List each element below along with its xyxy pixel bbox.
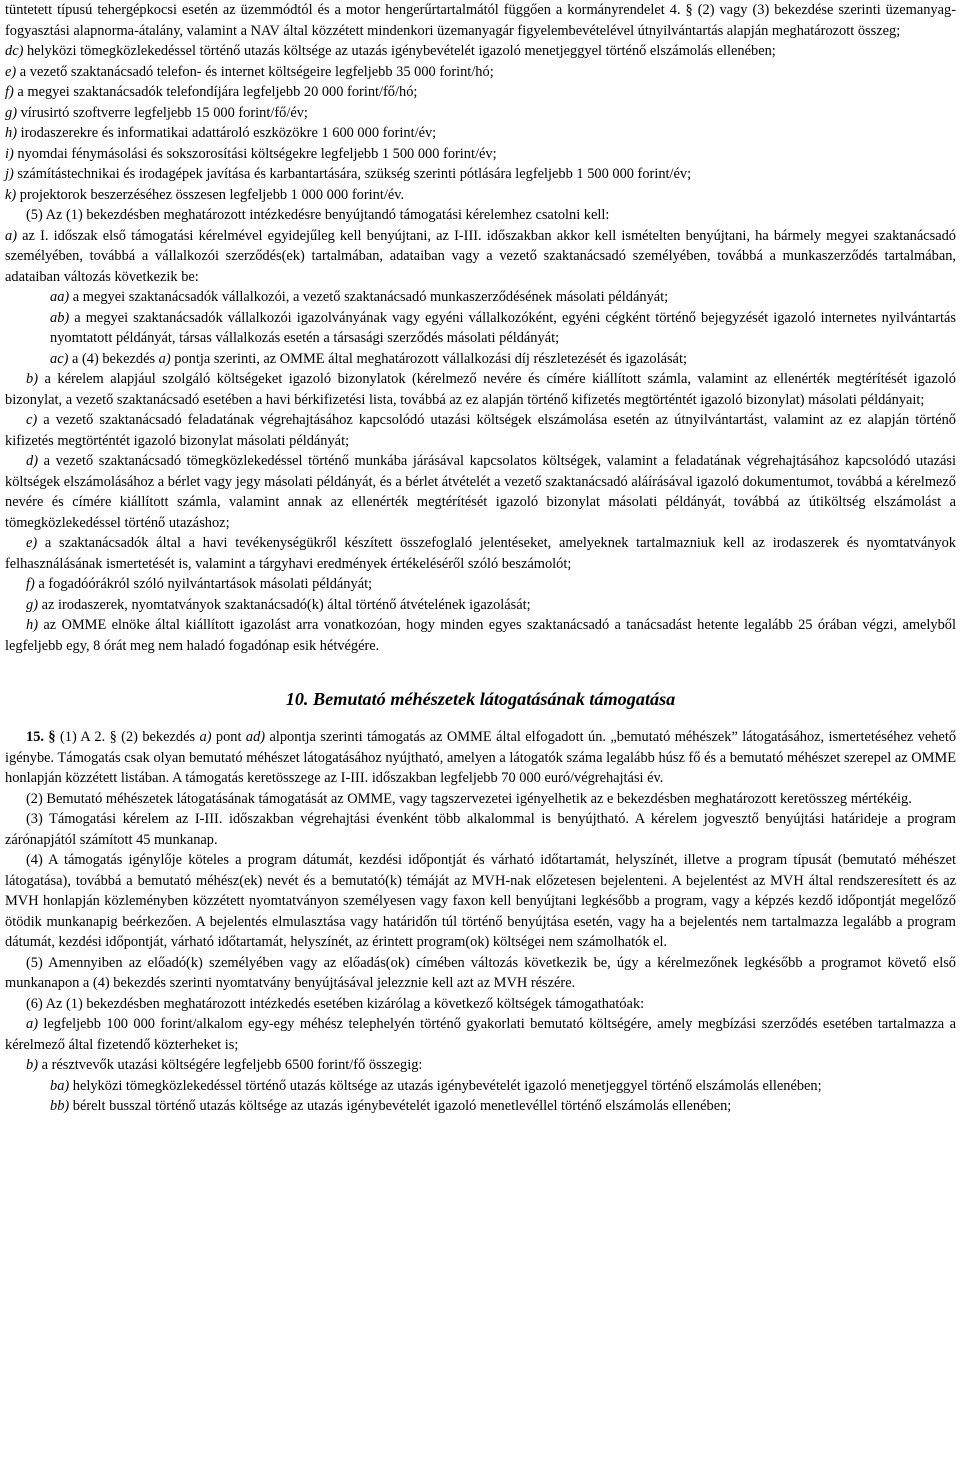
attach-h: h) az OMME elnöke által kiállított igazolást arra vonatkozóan, hogy minden egyes szaktanácsadó a tanácsadást hetente legalább 25 órában végzi, amelyből legfeljebb egy, 8 órát meg nem haladó fogadónap esik hétvégére. <box>5 617 956 654</box>
section-15-paragraph-4: (4) A támogatás igénylője köteles a program dátumát, kezdési időpontját és várható időtartamát, helyszínét, illetve a program típusát (bemutató méhészet látogatása), továbbá a bemutató méhész(ek) nevét és a bemutató(k) témáját az MVH-nak előzetesen bejelenteni. A bejelentést az MVH által rendszeresített és az MVH honlapján közleményben közzétett nyomtatványon személyesen vagy faxon kell benyújtani legkésőbb a program, vagy a képzés kezdő időpontját megelőző ötödik munkanapig beérkezően. A bejelentés elmulasztása vagy határidőn túl történő benyújtása esetén, vagy ha a bejelentés nem tartalmazza legalább a program dátumát, kezdési időpontját, várható időtartamát, helyszínét, az érintett program(ok) költségei nem számolhatók el. <box>5 852 956 950</box>
document-page <box>5 0 956 1117</box>
attach-d: d) a vezető szaktanácsadó tömegközlekedéssel történő munkába járásával kapcsolatos költségek, valamint a feladatának végrehajtásához kapcsolódó utazási költségek elszámolásához a bérlet vagy jegy másolati példányát, és a bérlet átvételét a vezető szaktanácsadó aláírásával igazoló dokumentumot, továbbá a kérelmező nevére és címére kiállított számla, valamint annak az ellenérték megtérítését igazoló bizonylat másolati példányát, továbbá az útiköltség elszámolást a tömegközlekedéssel történő utazáshoz; <box>5 453 956 531</box>
item-h: h) irodaszerekre és informatikai adattároló eszközökre 1 600 000 forint/év; <box>5 125 437 141</box>
attach-b: b) a kérelem alapjául szolgáló költségeket igazoló bizonylatok (kérelmező nevére és címére kiállított számla, valamint az ellenérték megtérítését igazoló bizonylat, a vezető szaktanácsadó esetében a havi bérkifizetési lista, továbbá az ez alapján történő kifizetés megtörténtét igazoló bizonylat) másolati példányait; <box>5 371 956 408</box>
attach-aa: aa) a megyei szaktanácsadók vállalkozói, a vezető szaktanácsadó munkaszerződésének másolati példányát; <box>50 289 669 305</box>
cost-bb: bb) bérelt busszal történő utazás költsége az utazás igénybevételét igazoló menetlevéllel történő elszámolás ellenében; <box>50 1098 732 1114</box>
attach-f: f) a fogadóórákról szóló nyilvántartások másolati példányát; <box>26 576 373 592</box>
item-i: i) nyomdai fénymásolási és sokszorosítási költségekre legfeljebb 1 500 000 forint/év; <box>5 145 497 162</box>
section-number: 15. § <box>26 729 56 745</box>
section-15-paragraph-3: (3) Támogatási kérelem az I-III. időszakban végrehajtási évenként több alkalommal is benyújtható. A kérelem jogvesztő benyújtási határideje a program zárónapjától számított 45 munkanap. <box>5 811 956 848</box>
section-heading: 10. Bemutató méhészetek látogatásának támogatása <box>285 689 676 709</box>
attach-c: c) a vezető szaktanácsadó feladatának végrehajtásához kapcsolódó utazási költségek elszámolása esetén az útnyilvántartást, valamint az ez alapján történő kifizetés megtörténtét igazoló bizonylat másolati példányát; <box>5 412 956 449</box>
section-15-paragraph-1: 15. § (1) A 2. § (2) bekezdés a) pont ad) alpontja szerinti támogatás az OMME által elfogadott ún. „bemutató méhészek” látogatásához, ismertetéséhez vehető igénybe. Támogatás csak olyan bemutató méhészet látogatásához nyújtható, amelyen a látogatók száma legalább húsz fő és a bemutató méhészet szerepel az OMME honlapján közzétett listában. A támogatás keretösszege az I-III. időszakban legfeljebb 70 000 euró/végrehajtási év. <box>5 729 957 786</box>
attach-a: a) az I. időszak első támogatási kérelmével egyidejűleg kell benyújtani, az I-III. időszakban akkor kell ismételten benyújtani, ha bármely megyei szaktanácsadó személyében, továbbá a vállalkozói szerződés(ek) tartalmában, adataiban vagy a vezető szaktanácsadó személyében, továbbá a munkaszerződés tartalmában, adataiban változás következik be: <box>5 227 956 285</box>
attach-ab: ab) a megyei szaktanácsadók vállalkozói igazolványának vagy egyéni vállalkozóként, egyéni cégként történő bejegyzését igazoló internetes nyilvántartás nyomtatott példányát, társas vállalkozás esetén a társasági szerződés másolati példányát; <box>50 309 956 346</box>
item-j: j) számítástechnikai és irodagépek javítása és karbantartására, szükség szerinti pótlására legfeljebb 1 500 000 forint/év; <box>5 166 692 182</box>
attach-ac: ac) a (4) bekezdés a) pontja szerinti, az OMME által meghatározott vállalkozási díj részletezését és igazolását; <box>50 350 687 367</box>
item-e: e) a vezető szaktanácsadó telefon- és internet költségeire legfeljebb 35 000 forint/hó; <box>5 63 494 80</box>
cost-ba: ba) helyközi tömegközlekedéssel történő utazás költsége az utazás igénybevételét igazoló menetjeggyel történő elszámolás ellenében; <box>50 1077 822 1094</box>
paragraph-continuation: tüntetett típusú tehergépkocsi esetén az üzemmódtól és a motor hengerűrtartalmától függően a kormányrendelet 4. § (2) vagy (3) bekezdése szerinti üzemanyag-fogyasztási alapnorma-átalány, valamint a NAV által közzétett mindenkori üzemanyagár figyelembevételével útnyilvántartás alapján meghatározott összeg; <box>5 2 956 39</box>
attach-g: g) az irodaszerek, nyomtatványok szaktanácsadó(k) által történő átvételének igazolását; <box>26 596 531 613</box>
section-15-paragraph-6: (6) Az (1) bekezdésben meghatározott intézkedés esetében kizárólag a következő költségek támogathatóak: <box>26 995 645 1012</box>
item-g: g) vírusirtó szoftverre legfeljebb 15 000 forint/fő/év; <box>5 104 308 121</box>
paragraph-5: (5) Az (1) bekezdésben meghatározott intézkedésre benyújtandó támogatási kérelemhez csatolni kell: <box>26 207 610 223</box>
cost-b: b) a résztvevők utazási költségére legfeljebb 6500 forint/fő összegig: <box>26 1057 423 1073</box>
item-dc: dc) helyközi tömegközlekedéssel történő utazás költsége az utazás igénybevételét igazoló menetjeggyel történő elszámolás ellenében; <box>5 43 776 59</box>
item-k: k) projektorok beszerzéséhez összesen legfeljebb 1 000 000 forint/év. <box>5 186 405 203</box>
item-f: f) a megyei szaktanácsadók telefondíjára legfeljebb 20 000 forint/fő/hó; <box>5 84 418 100</box>
attach-e: e) a szaktanácsadók által a havi tevékenységükről készített összefoglaló jelentéseket, amelyeknek tartalmazniuk kell az irodaszerek és nyomtatványok felhasználásának ismertetését is, valamint a tárgyhavi eredmények értékeléséről szóló beszámolót; <box>5 535 956 572</box>
section-15-paragraph-2: (2) Bemutató méhészetek látogatásának támogatását az OMME, vagy tagszervezetei igényelhetik az e bekezdésben meghatározott keretösszeg mértékéig. <box>26 790 912 807</box>
item-label: dc) <box>5 43 24 59</box>
cost-a: a) legfeljebb 100 000 forint/alkalom egy-egy méhész telephelyén történő gyakorlati bemutató költségére, amely megbízási szerződés esetében tartalmazza a kérelmező által fizetendő közterheket is; <box>5 1016 956 1053</box>
section-15-paragraph-5: (5) Amennyiben az előadó(k) személyében vagy az előadás(ok) címében változás következik be, úgy a kérelmezőnek legkésőbb a programot követő első munkanapon a (4) bekezdés szerinti nyomtatvány benyújtásával jelezznie kell azt az MVH részére. <box>5 954 956 991</box>
